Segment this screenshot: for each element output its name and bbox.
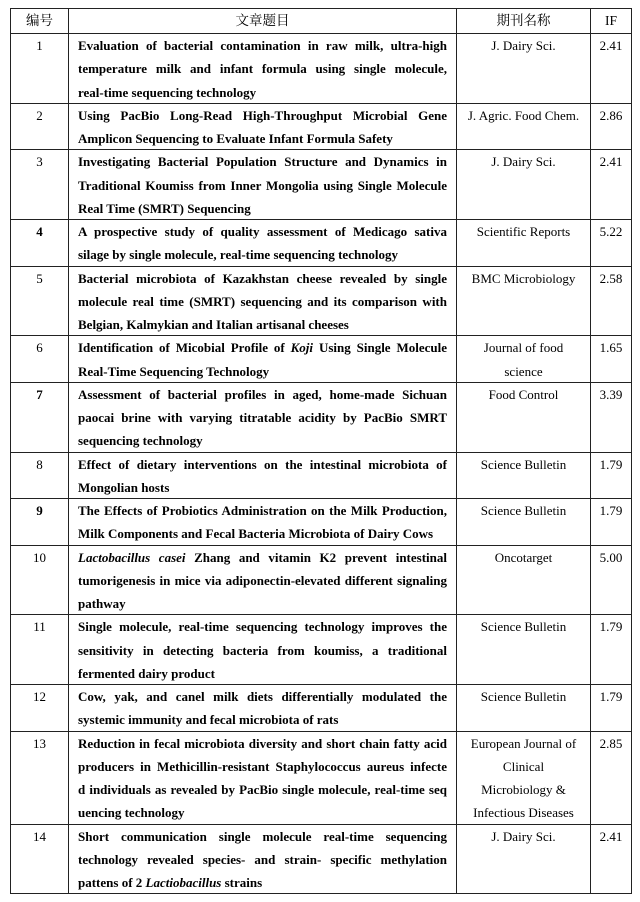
table-row bbox=[10, 336, 632, 383]
italic-term: Lactobacillus casei bbox=[78, 549, 186, 565]
table-row bbox=[10, 220, 632, 267]
article-number: 8 bbox=[10, 453, 68, 500]
article-title-line: Using PacBio Long-Read High-Throughput Microbial Gene bbox=[78, 107, 447, 123]
impact-factor: 2.41 bbox=[590, 825, 632, 895]
table-row bbox=[10, 267, 632, 337]
table-row bbox=[10, 825, 632, 895]
article-number: 10 bbox=[10, 546, 68, 616]
article-title-line bbox=[78, 336, 447, 359]
article-title-line: tumorigenesis in mice via adiponectin-elevated different signaling bbox=[78, 572, 447, 588]
article-title-line: molecule real time (SMRT) sequencing and its comparison with bbox=[78, 293, 447, 309]
title-text: Using Single Molecule bbox=[313, 340, 447, 356]
article-title-line: real-time sequencing technology bbox=[78, 84, 257, 100]
article-title bbox=[68, 732, 456, 825]
article-title-line: Milk Components and Fecal Bacteria Microbiota of Dairy Cows bbox=[78, 526, 434, 542]
article-title-line: pathway bbox=[78, 596, 126, 611]
publication-table bbox=[10, 8, 632, 894]
journal-name: BMC Microbiology bbox=[456, 267, 590, 337]
article-title bbox=[68, 453, 456, 500]
impact-factor: 5.22 bbox=[590, 220, 632, 267]
article-number: 5 bbox=[10, 267, 68, 337]
title-text: pattens of 2 bbox=[78, 875, 146, 890]
article-title-line: Cow, yak, and canel milk diets differentially modulated the bbox=[78, 689, 447, 704]
table-row bbox=[10, 34, 632, 104]
article-title-line: Belgian, Kalmykian and Italian artisanal cheeses bbox=[78, 317, 349, 332]
article-title-line: paocai brine with varying titratable acidity by PacBio SMRT bbox=[78, 410, 447, 425]
impact-factor: 2.58 bbox=[590, 267, 632, 337]
article-title-line: Reduction in fecal microbiota diversity and short chain fatty acid bbox=[78, 735, 447, 751]
journal-name: Scientific Reports bbox=[456, 220, 590, 267]
article-title-line: Real Time (SMRT) Sequencing bbox=[78, 200, 251, 216]
article-title-line: Amplicon Sequencing to Evaluate Infant Formula Safety bbox=[78, 131, 393, 146]
journal-name: Food Control bbox=[456, 383, 590, 453]
article-title bbox=[68, 383, 456, 453]
impact-factor: 1.79 bbox=[590, 685, 632, 732]
article-number: 7 bbox=[10, 383, 68, 453]
table-row bbox=[10, 499, 632, 546]
article-title-line: The Effects of Probiotics Administration on the Milk Production, bbox=[78, 503, 447, 518]
article-title-line bbox=[78, 871, 447, 894]
article-title bbox=[68, 104, 456, 151]
article-title-line: sequencing technology bbox=[78, 433, 203, 449]
article-title-line: Real-Time Sequencing Technology bbox=[78, 363, 270, 379]
table-body bbox=[10, 34, 632, 894]
journal-name: Science Bulletin bbox=[456, 615, 590, 685]
impact-factor: 1.79 bbox=[590, 453, 632, 500]
title-text: Zhang and vitamin K2 prevent intestinal bbox=[185, 549, 447, 565]
article-title-line: technology revealed species- and strain- specific methylation bbox=[78, 851, 447, 867]
impact-factor: 2.85 bbox=[590, 732, 632, 825]
article-title-line: producers in Methicillin-resistant Staphylococcus aureus infecte bbox=[78, 758, 447, 774]
article-title bbox=[68, 150, 456, 220]
article-title-line: sensitivity in detecting bacteria from koumiss, a traditional bbox=[78, 642, 447, 658]
table-row bbox=[10, 732, 632, 825]
impact-factor: 1.65 bbox=[590, 336, 632, 383]
table-row bbox=[10, 104, 632, 151]
header-title: 文章题目 bbox=[68, 8, 456, 34]
impact-factor: 2.41 bbox=[590, 150, 632, 220]
journal-name: J. Dairy Sci. bbox=[456, 150, 590, 220]
table-row bbox=[10, 546, 632, 616]
article-title-line: uencing technology bbox=[78, 805, 185, 821]
article-number: 12 bbox=[10, 685, 68, 732]
article-title bbox=[68, 499, 456, 546]
table-header bbox=[10, 8, 632, 34]
article-title-line bbox=[78, 546, 447, 569]
article-title bbox=[68, 825, 456, 895]
article-title-line: Mongolian hosts bbox=[78, 479, 170, 495]
impact-factor: 2.41 bbox=[590, 34, 632, 104]
article-title bbox=[68, 546, 456, 616]
article-title-line: Traditional Koumiss from Inner Mongolia using Single Molecule bbox=[78, 177, 447, 193]
impact-factor: 5.00 bbox=[590, 546, 632, 616]
article-title bbox=[68, 34, 456, 104]
journal-name: J. Agric. Food Chem. bbox=[456, 104, 590, 151]
article-title bbox=[68, 615, 456, 685]
article-title-line: A prospective study of quality assessment of Medicago sativa bbox=[78, 224, 447, 239]
impact-factor: 3.39 bbox=[590, 383, 632, 453]
title-text: strains bbox=[221, 875, 263, 890]
article-title bbox=[68, 220, 456, 267]
article-title-line: Short communication single molecule real-time sequencing bbox=[78, 828, 447, 844]
impact-factor: 1.79 bbox=[590, 499, 632, 546]
table-row bbox=[10, 685, 632, 732]
article-title-line: systemic immunity and fecal microbiota of rats bbox=[78, 712, 339, 728]
italic-term: Koji bbox=[290, 340, 314, 356]
table-row bbox=[10, 615, 632, 685]
title-text: Identification of Micobial Profile of bbox=[78, 340, 291, 356]
impact-factor: 1.79 bbox=[590, 615, 632, 685]
article-number: 9 bbox=[10, 499, 68, 546]
table-row bbox=[10, 383, 632, 453]
journal-name: Journal of food science bbox=[456, 336, 590, 383]
article-title-line: temperature milk and infant formula using single molecule, bbox=[78, 61, 447, 77]
header-journal: 期刊名称 bbox=[456, 8, 590, 34]
article-number: 4 bbox=[10, 220, 68, 267]
article-title-line: Bacterial microbiota of Kazakhstan cheese revealed by single bbox=[78, 270, 447, 286]
article-number: 13 bbox=[10, 732, 68, 825]
article-number: 14 bbox=[10, 825, 68, 895]
article-number: 2 bbox=[10, 104, 68, 151]
journal-name: Oncotarget bbox=[456, 546, 590, 616]
impact-factor: 2.86 bbox=[590, 104, 632, 151]
article-title-line: silage by single molecule, real-time sequencing technology bbox=[78, 247, 399, 263]
article-number: 3 bbox=[10, 150, 68, 220]
journal-name: European Journal of Clinical Microbiology & Infectious Diseases bbox=[456, 732, 590, 825]
journal-name: J. Dairy Sci. bbox=[456, 825, 590, 895]
table-row bbox=[10, 453, 632, 500]
article-title bbox=[68, 685, 456, 732]
article-title-line: Effect of dietary interventions on the intestinal microbiota of bbox=[78, 456, 447, 472]
article-title-line: Single molecule, real-time sequencing technology improves the bbox=[78, 619, 447, 635]
article-title-line: Investigating Bacterial Population Structure and Dynamics in bbox=[78, 154, 447, 170]
header-impact-factor: IF bbox=[590, 8, 632, 34]
table-row bbox=[10, 150, 632, 220]
header-number: 编号 bbox=[10, 8, 68, 34]
article-number: 1 bbox=[10, 34, 68, 104]
article-title-line: fermented dairy product bbox=[78, 665, 215, 681]
journal-name: Science Bulletin bbox=[456, 499, 590, 546]
article-title-line: d individuals as revealed by PacBio single molecule, real-time seq bbox=[78, 782, 447, 797]
article-title-line: Evaluation of bacterial contamination in raw milk, ultra-high bbox=[78, 38, 447, 53]
article-title-line: Assessment of bacterial profiles in aged, home-made Sichuan bbox=[78, 386, 447, 402]
journal-name: Science Bulletin bbox=[456, 453, 590, 500]
article-title bbox=[68, 267, 456, 337]
journal-name: J. Dairy Sci. bbox=[456, 34, 590, 104]
article-title bbox=[68, 336, 456, 383]
italic-term: Lactiobacillus bbox=[145, 875, 222, 890]
article-number: 11 bbox=[10, 615, 68, 685]
journal-name: Science Bulletin bbox=[456, 685, 590, 732]
article-number: 6 bbox=[10, 336, 68, 383]
